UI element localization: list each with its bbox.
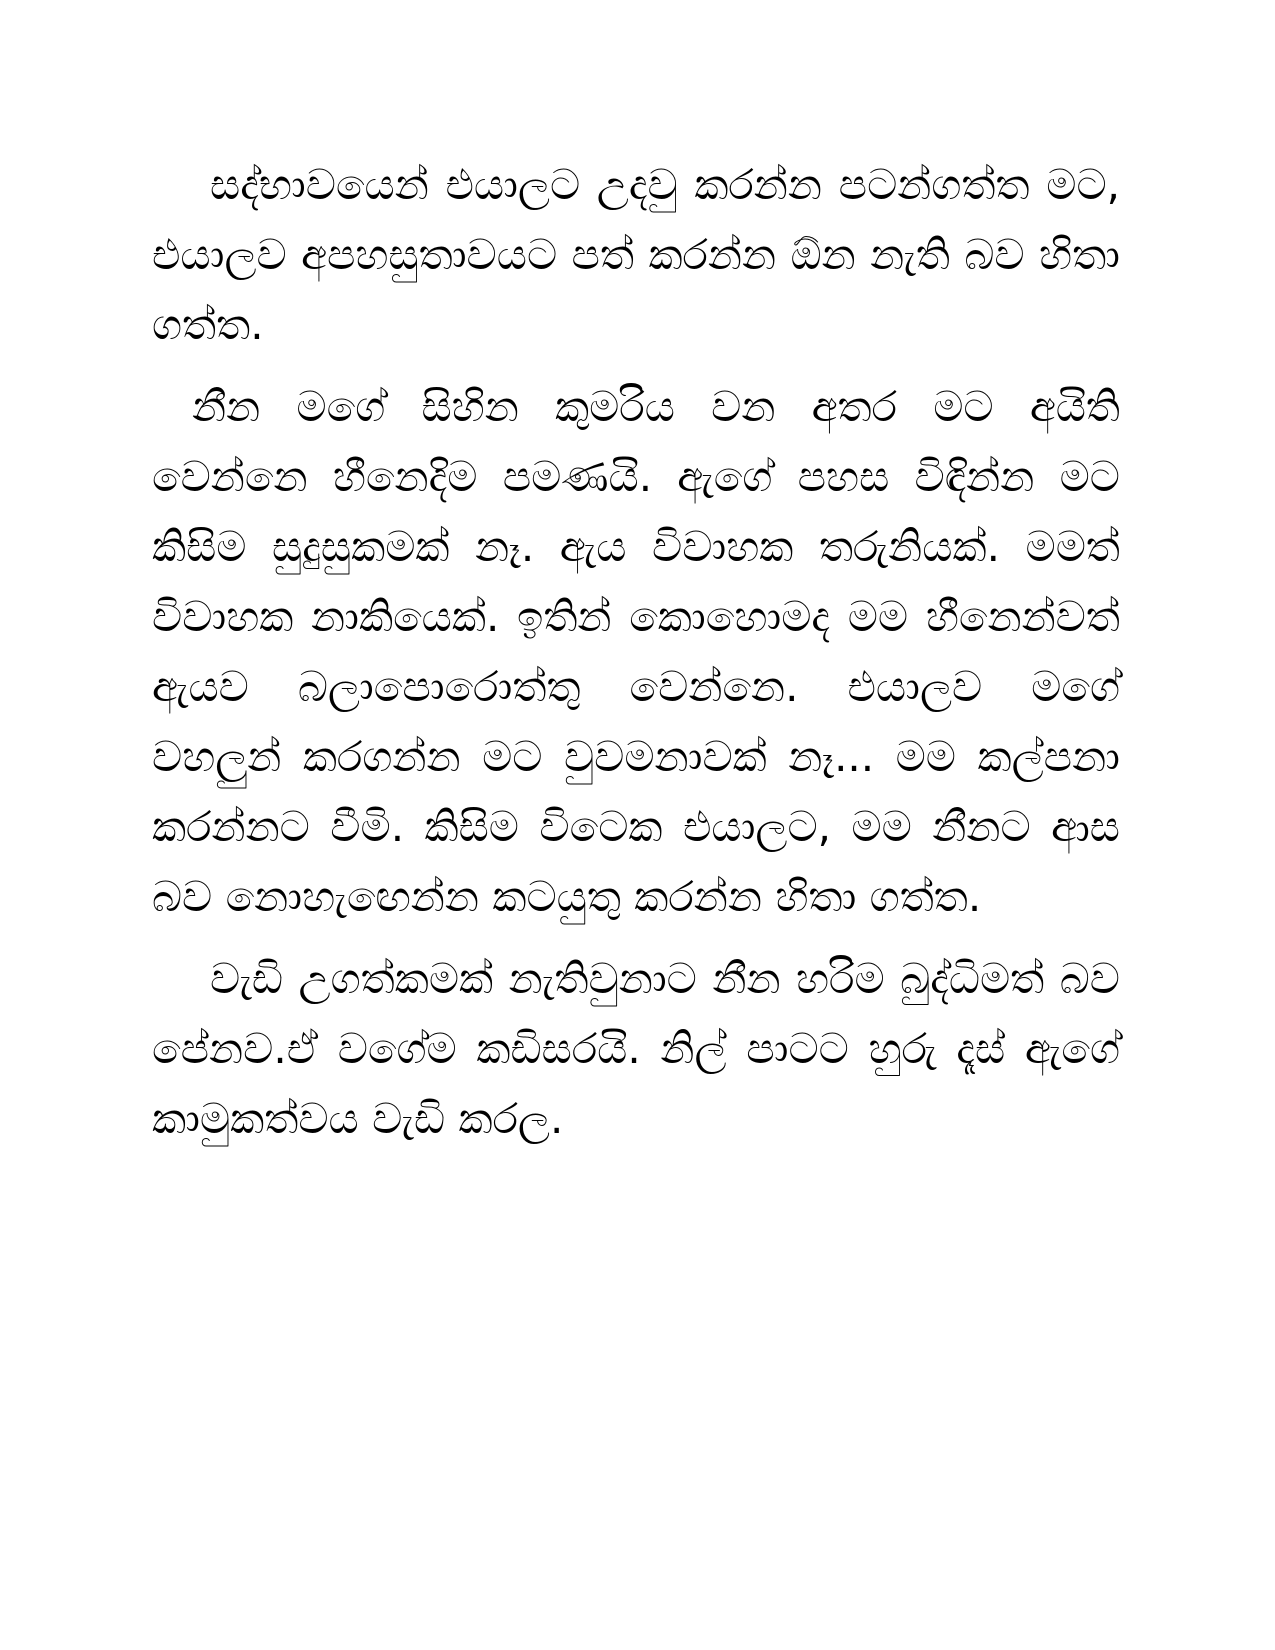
paragraph-2: නීන මගේ සිහින කුමරිය වන අතර මට අයිති වෙන්නෙ හීනෙදිම පමණයි. ඇගේ පහස විඳින්න මට කිසිම සුදුසුකමක් නෑ. ඇය විවාහක තරුනියක්. මමත් විවාහක නාකියෙක්. ඉතින් කොහොමද මම හීනෙන්වත් ඇයව බලාපොරොත්තු වෙන්නෙ. එයාලව මගේ වහලුන් කරගන්න මට වුවමනාවක් නෑ... මම කල්පනා කරන්නට වීමි. කිසිම විටෙක එයාලට, මම නීනට ආස බව නොහැඟෙන්න කටයුතු කරන්න හිතා ගත්ත. [152,382,1120,921]
body-text [152,150,1120,1166]
paragraph-1: සද්භාවයෙන් එයාලට උදවු කරන්න පටන්ගත්ත මට, එයාලව අපහසුතාවයට පත් කරන්න ඕන නැති බව හිතා ගත්ත. [152,160,1120,349]
paragraph-3: වැඩි උගත්කමක් නැතිවුනාට නීන හරිම බුද්ධිමත් බව පේනව.ඒ වගේම කඩිසරයි. නිල් පාටට හුරු දෑස් ඇගේ කාමුකත්වය වැඩි කරල. [152,954,1120,1143]
